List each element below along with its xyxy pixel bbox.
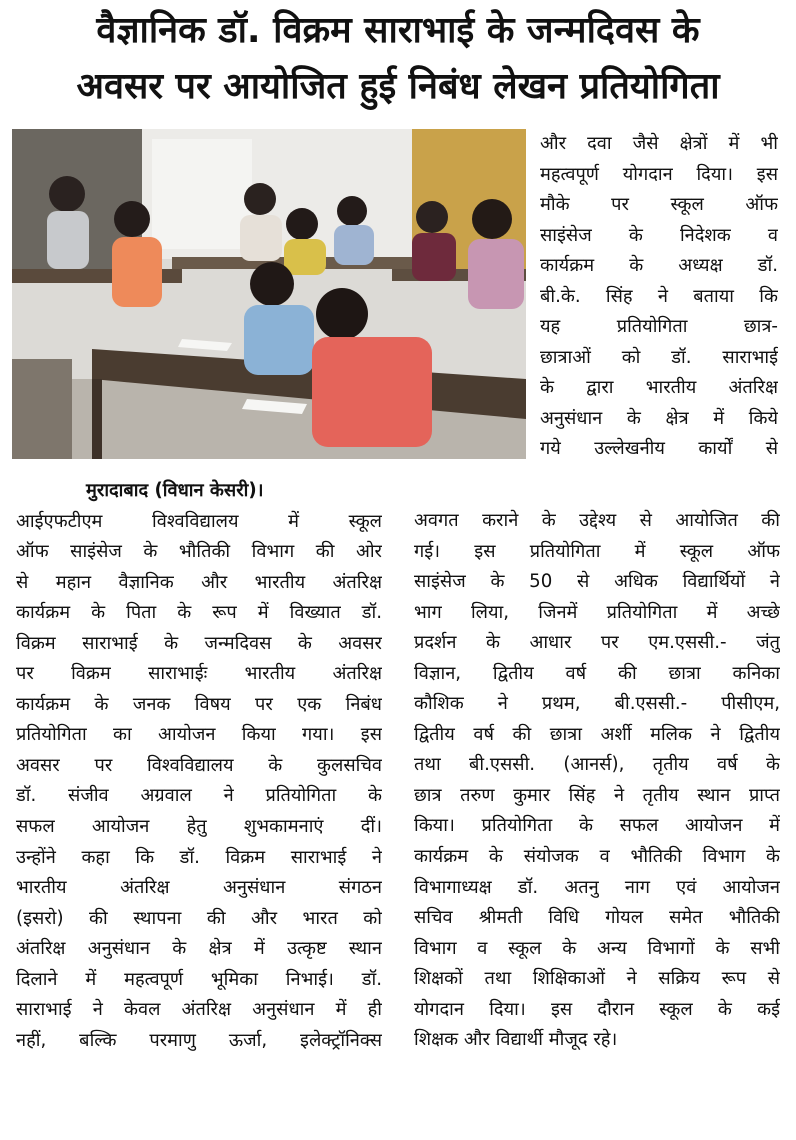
text-line: सचिव श्रीमती विधि गोयल समेत भौतिकी [414, 907, 780, 929]
text-line: कौशिक ने प्रथम, बी.एससी.- पीसीएम, [414, 693, 780, 715]
text-line: अनुसंधान के क्षेत्र में किये [540, 407, 778, 429]
text-line: (इसरो) की स्थापना की और भारत को [16, 907, 382, 929]
text-line: योगदान दिया। इस दौरान स्कूल के कई [414, 998, 780, 1020]
text-line: के द्वारा भारतीय अंतरिक्ष [540, 377, 778, 399]
text-line: पर विक्रम साराभाईः भारतीय अंतरिक्ष [16, 663, 382, 685]
news-photo [12, 129, 526, 459]
text-line: विक्रम साराभाई के जन्मदिवस के अवसर [16, 632, 382, 654]
text-line: भाग लिया, जिनमें प्रतियोगिता में अच्छे [414, 601, 780, 623]
text-line: नहीं, बल्कि परमाणु ऊर्जा, इलेक्ट्रॉनिक्स [16, 1029, 382, 1051]
text-line: विज्ञान, द्वितीय वर्ष की छात्रा कनिका [414, 662, 780, 684]
text-line: प्रदर्शन के आधार पर एम.एससी.- जंतु [414, 632, 780, 654]
text-line: कार्यक्रम के पिता के रूप में विख्यात डॉ. [16, 602, 382, 624]
text-line: से महान वैज्ञानिक और भारतीय अंतरिक्ष [16, 571, 382, 593]
classroom-photo-illustration [12, 129, 526, 459]
text-line: ऑफ साइंसेज के भौतिकी विभाग की ओर [16, 541, 382, 563]
text-line: आईएफटीएम विश्वविद्यालय में स्कूल [16, 510, 382, 532]
text-line: किया। प्रतियोगिता के सफल आयोजन में [414, 815, 780, 837]
text-line: मौके पर स्कूल ऑफ [540, 194, 778, 216]
text-line: अंतरिक्ष अनुसंधान के क्षेत्र में उत्कृष्ट स्थान [16, 938, 382, 960]
left-column [16, 476, 382, 1056]
text-line: साइंसेज के निदेशक व [540, 224, 778, 246]
text-line: साराभाई ने केवल अंतरिक्ष अनुसंधान में ही [16, 999, 382, 1021]
text-line: कार्यक्रम के संयोजक व भौतिकी विभाग के [414, 846, 780, 868]
text-line: कार्यक्रम के अध्यक्ष डॉ. [540, 255, 778, 277]
text-line: साइंसेज के 50 से अधिक विद्यार्थियों ने [414, 571, 780, 593]
text-line: डॉ. संजीव अग्रवाल ने प्रतियोगिता के [16, 785, 382, 807]
text-line: छात्र तरुण कुमार सिंह ने तृतीय स्थान प्राप्त [414, 784, 780, 806]
headline-line-1: वैज्ञानिक डॉ. विक्रम साराभाई के जन्मदिवस के [96, 10, 700, 51]
dateline: मुरादाबाद (विधान केसरी)। [86, 480, 264, 501]
text-line: विभागाध्यक्ष डॉ. अतनु नाग एवं आयोजन [414, 876, 780, 898]
text-line: भारतीय अंतरिक्ष अनुसंधान संगठन [16, 877, 382, 899]
text-line: उन्होंने कहा कि डॉ. विक्रम साराभाई ने [16, 846, 382, 868]
text-line: गये उल्लेखनीय कार्यों से [540, 438, 778, 460]
headline-line-2: अवसर पर आयोजित हुई निबंध लेखन प्रतियोगिता [76, 66, 720, 107]
text-line: और दवा जैसे क्षेत्रों में भी [540, 133, 778, 154]
right-column [414, 506, 780, 1056]
text-line: बी.के. सिंह ने बताया कि [540, 285, 778, 307]
text-line: छात्राओं को डॉ. साराभाई [540, 346, 778, 368]
headline [0, 0, 796, 124]
text-line: यह प्रतियोगिता छात्र- [540, 316, 778, 338]
text-line: तथा बी.एससी. (आनर्स), तृतीय वर्ष के [414, 754, 780, 776]
text-line: अवगत कराने के उद्देश्य से आयोजित की [414, 510, 780, 531]
text-line: सफल आयोजन हेतु शुभकामनाएं दीं। [16, 816, 382, 838]
text-line: द्वितीय वर्ष की छात्रा अर्शी मलिक ने द्वितीय [414, 723, 780, 745]
text-line: दिलाने में महत्वपूर्ण भूमिका निभाई। डॉ. [16, 968, 382, 990]
text-line: शिक्षक और विद्यार्थी मौजूद रहे। [414, 1029, 618, 1051]
text-line: गई। इस प्रतियोगिता में स्कूल ऑफ [414, 540, 780, 562]
text-line: अवसर पर विश्वविद्यालय के कुलसचिव [16, 754, 382, 776]
text-line: शिक्षकों तथा शिक्षिकाओं ने सक्रिय रूप से [414, 968, 780, 990]
right-top-column [540, 129, 778, 465]
text-line: महत्वपूर्ण योगदान दिया। इस [540, 163, 778, 185]
text-line: कार्यक्रम के जनक विषय पर एक निबंध [16, 693, 382, 715]
text-line: विभाग व स्कूल के अन्य विभागों के सभी [414, 937, 780, 959]
text-line: प्रतियोगिता का आयोजन किया गया। इस [16, 724, 382, 746]
